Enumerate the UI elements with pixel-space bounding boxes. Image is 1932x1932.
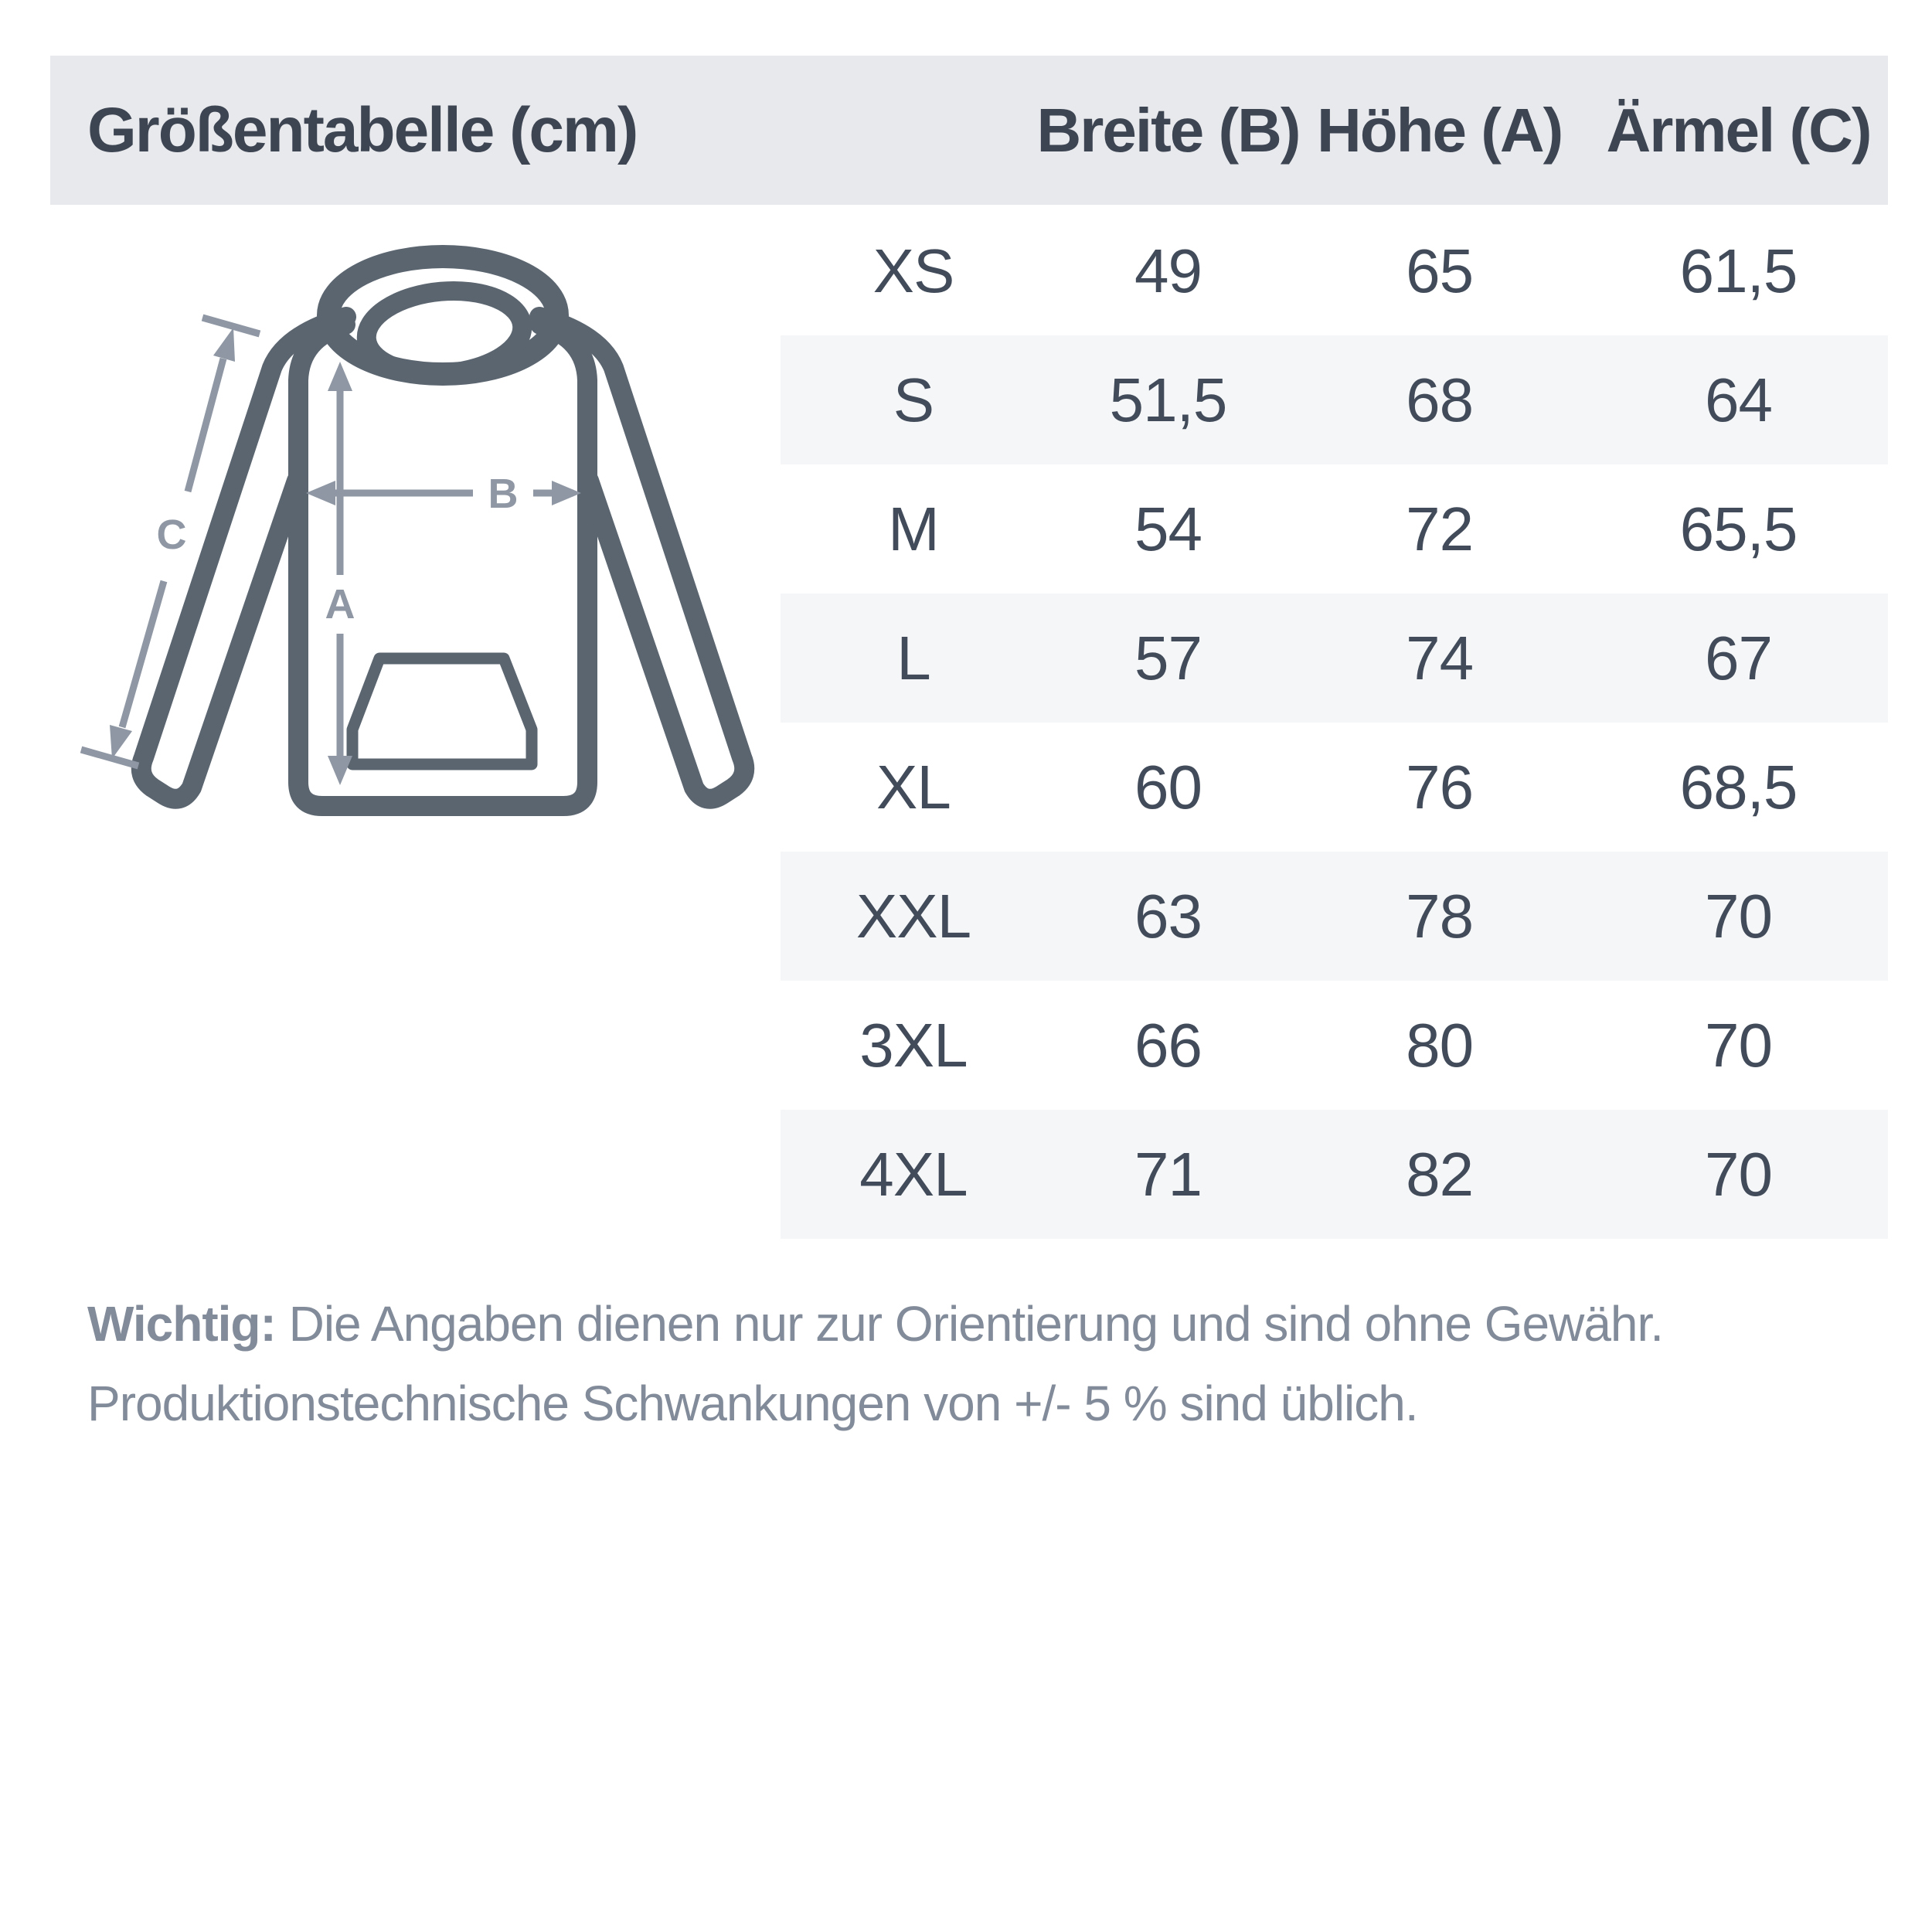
table-row [781,723,1888,852]
aermel-value: 64 [1705,365,1772,434]
hoodie-pocket [352,658,532,764]
breite-value: 54 [1134,494,1202,563]
arrow-b-head-right [552,481,581,505]
arrow-a-head-up [328,362,352,391]
arrow-c-tick-bottom [81,750,138,766]
breite-value: 63 [1134,881,1202,951]
hoodie-measurement-diagram [46,209,781,904]
arrow-b [306,481,581,505]
size-label: 4XL [859,1139,968,1209]
breite-value: 49 [1134,236,1202,305]
size-label: S [893,365,934,434]
disclaimer-line1: Die Angaben dienen nur zur Orientierung und sind ohne Gewähr. [275,1296,1664,1352]
breite-value: 60 [1134,752,1202,821]
hoehe-value: 76 [1406,752,1474,821]
table-header-band [50,56,1888,205]
aermel-value: 70 [1705,1010,1772,1080]
hoehe-value: 80 [1406,1010,1474,1080]
hoehe-value: 74 [1406,623,1474,692]
hoodie-right-sleeve [539,317,744,799]
column-header-size [781,56,1046,205]
aermel-value: 68,5 [1679,752,1798,821]
arrow-c-head-bottom [110,725,132,759]
size-label: L [896,623,930,692]
arrow-a [328,362,352,785]
arrow-a-head-down [328,756,352,785]
column-header-breite: Breite (B) [1036,95,1300,165]
table-row [781,1110,1888,1239]
disclaimer-prefix: Wichtig: [87,1296,276,1352]
arrow-b-head-left [306,481,335,505]
aermel-value: 70 [1705,881,1772,951]
hoehe-value: 78 [1406,881,1474,951]
aermel-value: 70 [1705,1139,1772,1209]
breite-value: 51,5 [1109,365,1227,434]
table-row [781,335,1888,464]
table-row [781,981,1888,1110]
aermel-value: 65,5 [1679,494,1798,563]
breite-value: 66 [1134,1010,1202,1080]
arrow-c-head-top [213,328,235,362]
hoehe-value: 65 [1406,236,1474,305]
size-table-rows [781,206,1888,1239]
column-header-aermel: Ärmel (C) [1606,95,1871,165]
disclaimer-note [87,1284,1865,1444]
aermel-value: 67 [1705,623,1772,692]
size-label: XS [872,236,954,305]
label-a: A [325,581,355,628]
size-label: M [888,494,939,563]
hoehe-value: 68 [1406,365,1474,434]
hoehe-value: 72 [1406,494,1474,563]
disclaimer-line2: Produktionstechnische Schwankungen von +/- 5 % sind üblich. [87,1376,1418,1431]
table-row [781,852,1888,981]
column-header-hoehe: Höhe (A) [1316,95,1563,165]
aermel-value: 61,5 [1679,236,1798,305]
size-label: 3XL [859,1010,968,1080]
table-row [781,594,1888,723]
size-label: XL [876,752,951,821]
table-row [781,206,1888,335]
hood-inner-ring [363,284,526,379]
breite-value: 71 [1134,1139,1202,1209]
page-title: Größentabelle (cm) [87,94,638,165]
label-c: C [156,512,187,558]
table-row [781,464,1888,594]
label-b: B [488,471,519,517]
breite-value: 57 [1134,623,1202,692]
size-label: XXL [855,881,971,951]
hoehe-value: 82 [1406,1139,1474,1209]
column-headers [781,56,1888,205]
